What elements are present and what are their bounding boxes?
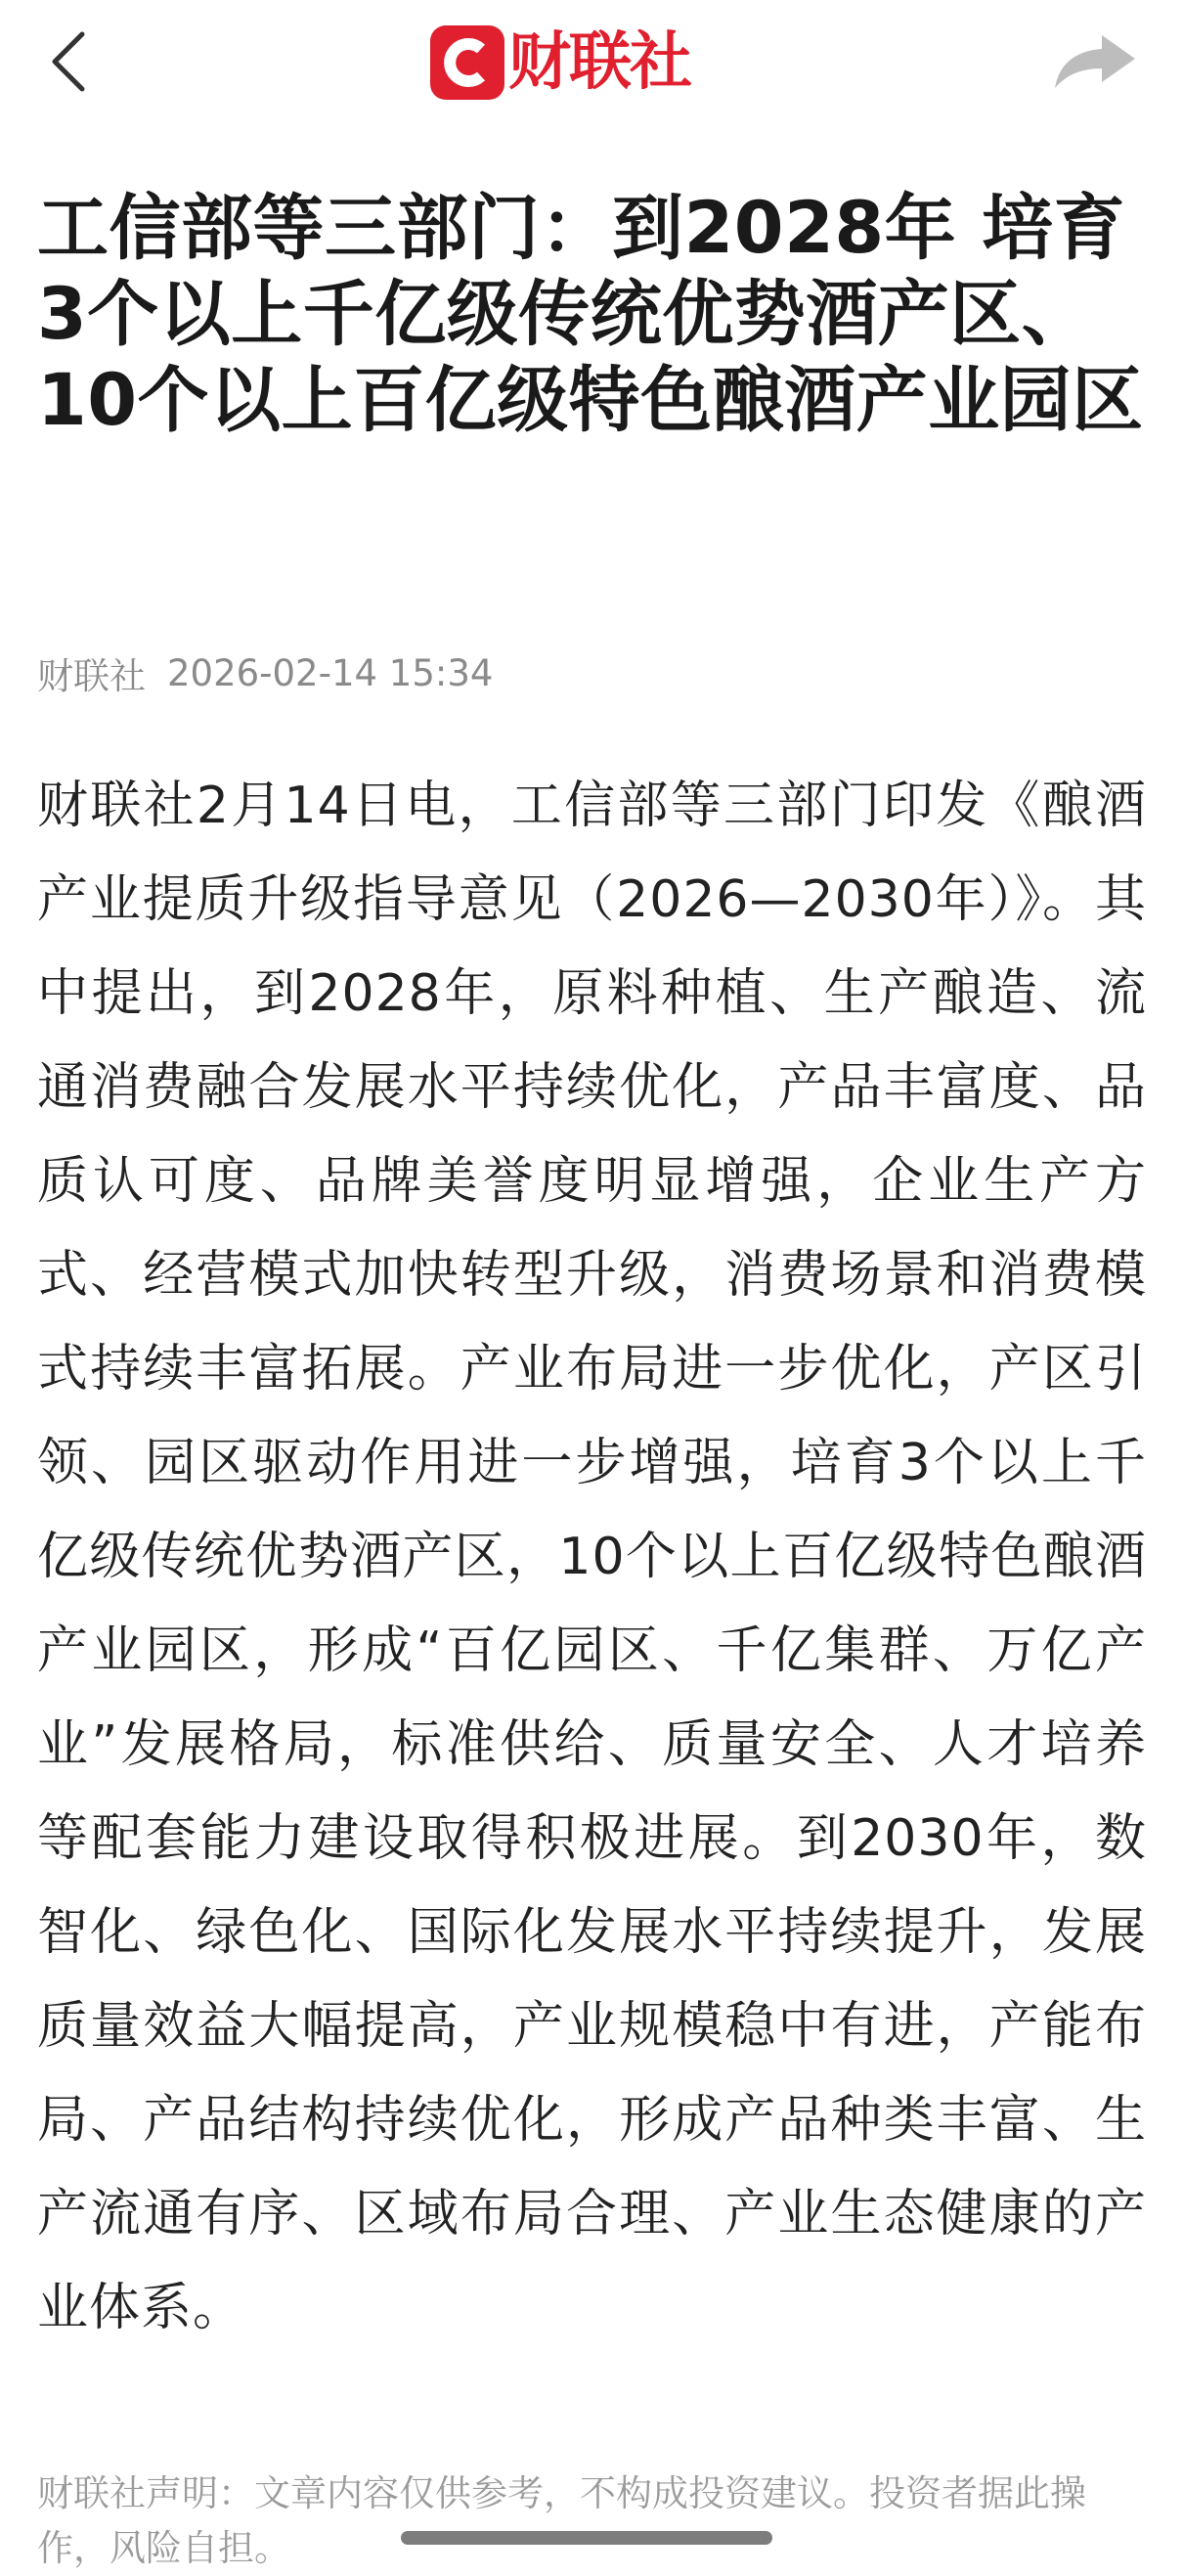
article-title: 工信部等三部门：到2028年 培育3个以上千亿级传统优势酒产区、10个以上百亿级特色酿酒产业园区 <box>37 187 1144 442</box>
article-meta <box>37 645 493 700</box>
top-navigation-bar <box>0 0 1183 127</box>
article-disclaimer: 财联社声明：文章内容仅供参考，不构成投资建议。投资者据此操作，风险自担。 <box>37 2472 1086 2569</box>
brand-logo <box>430 23 690 102</box>
brand-name: 财联社 <box>508 26 690 99</box>
article-source: 财联社 <box>37 655 146 697</box>
chevron-left-icon <box>51 30 86 97</box>
home-indicator[interactable] <box>401 2531 772 2545</box>
article-body: 财联社2月14日电，工信部等三部门印发《酿酒产业提质升级指导意见（2026—2030年）》。其中提出，到2028年，原料种植、生产酿造、流通消费融合发展水平持续优化，产品丰富度、品质认可度、品牌美誉度明显增强，企业生产方式、经营模式加快转型升级，消费场景和消费模式持续丰富拓展。产业布局进一步优化，产区引领、园区驱动作用进一步增强，培育3个以上千亿级传统优势酒产区，10个以上百亿级特色酿酒产业园区，形成“百亿园区、千亿集群、万亿产业”发展格局，标准供给、质量安全、人才培养等配套能力建设取得积极进展。到2030年，数智化、绿色化、国际化发展水平持续提升，发展质量效益大幅提高，产业规模稳中有进，产能布局、产品结构持续优化，形成产品种类丰富、生产流通有序、区域布局合理、产业生态健康的产业体系。 <box>37 777 1147 2337</box>
share-button[interactable] <box>1046 29 1144 98</box>
back-button[interactable] <box>39 24 98 103</box>
article-datetime: 2026-02-14 15:34 <box>167 651 494 694</box>
brand-logo-icon <box>430 25 504 100</box>
share-arrow-icon <box>1051 33 1139 94</box>
